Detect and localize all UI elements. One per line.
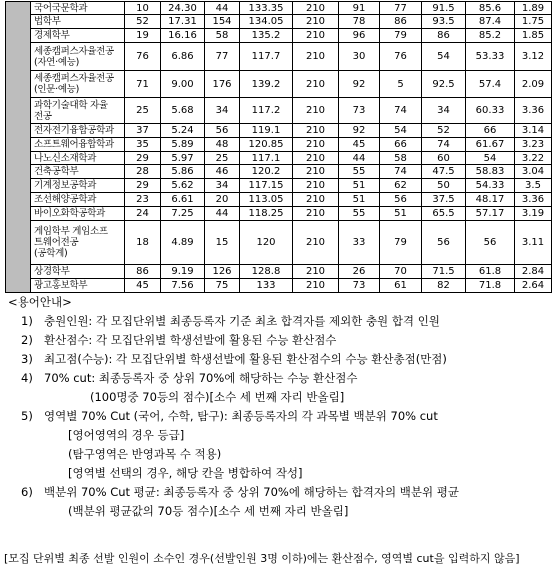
term-number: 3) [21, 352, 33, 366]
value-cell: 78 [339, 15, 380, 29]
value-cell: 9.00 [161, 71, 205, 98]
department-name-cell: 기계정보공학과 [31, 179, 125, 193]
value-cell: 53.33 [466, 43, 515, 71]
value-cell: 76 [380, 43, 422, 71]
table-body [6, 2, 552, 293]
table-row [6, 124, 552, 138]
term-item-2 [8, 331, 553, 350]
term-item-1 [8, 312, 553, 331]
value-cell: 134.05 [240, 15, 293, 29]
table-row [6, 71, 552, 98]
value-cell: 133.35 [240, 2, 293, 15]
department-name-cell: 나노신소재학과 [31, 152, 125, 165]
value-cell: 51 [380, 207, 422, 221]
term-number: 6) [21, 485, 33, 499]
value-cell: 29 [125, 152, 161, 165]
value-cell: 133 [240, 279, 293, 293]
value-cell: 85.2 [466, 29, 515, 43]
value-cell: 2.64 [515, 279, 552, 293]
value-cell: 87.4 [466, 15, 515, 29]
value-cell: 82 [422, 279, 466, 293]
value-cell: 7.56 [161, 279, 205, 293]
value-cell: 44 [339, 152, 380, 165]
term-number: 4) [21, 371, 33, 385]
value-cell: 3.12 [515, 43, 552, 71]
department-name-cell: 경제학부 [31, 29, 125, 43]
value-cell: 86 [422, 29, 466, 43]
admission-results-table [5, 1, 552, 293]
value-cell: 70 [380, 265, 422, 279]
term-item-6-detail: (백분위 평균값의 70등 점수)[소수 세 번째 자리 반올림] [68, 504, 349, 518]
value-cell: 56 [380, 193, 422, 207]
value-cell: 65.5 [422, 207, 466, 221]
table-row [6, 265, 552, 279]
table-row [6, 138, 552, 152]
value-cell: 210 [293, 152, 339, 165]
value-cell: 54 [380, 124, 422, 138]
table-row [6, 2, 552, 15]
value-cell: 26 [339, 265, 380, 279]
value-cell: 52 [125, 15, 161, 29]
value-cell: 44 [205, 2, 240, 15]
value-cell: 3.19 [515, 207, 552, 221]
value-cell: 117.2 [240, 98, 293, 124]
value-cell: 57.17 [466, 207, 515, 221]
value-cell: 20 [205, 193, 240, 207]
value-cell: 57.4 [466, 71, 515, 98]
value-cell: 29 [125, 179, 161, 193]
value-cell: 37 [125, 124, 161, 138]
value-cell: 210 [293, 221, 339, 265]
value-cell: 54.33 [466, 179, 515, 193]
value-cell: 25 [205, 152, 240, 165]
value-cell: 3.14 [515, 124, 552, 138]
value-cell: 74 [380, 165, 422, 179]
value-cell: 2.09 [515, 71, 552, 98]
value-cell: 1.85 [515, 29, 552, 43]
value-cell: 51 [339, 193, 380, 207]
term-item-3 [8, 350, 553, 369]
value-cell: 113.05 [240, 193, 293, 207]
value-cell: 4.89 [161, 221, 205, 265]
department-name-cell: 법학부 [31, 15, 125, 29]
department-name-cell: 국어국문학과 [31, 2, 125, 15]
value-cell: 74 [422, 138, 466, 152]
value-cell: 48 [205, 138, 240, 152]
department-name-cell: 세종캠퍼스자율전공 (자연·예능) [31, 43, 125, 71]
value-cell: 86 [125, 265, 161, 279]
terms-heading: <용어안내> [8, 295, 72, 309]
value-cell: 34 [422, 98, 466, 124]
value-cell: 71.8 [466, 279, 515, 293]
table-row [6, 207, 552, 221]
value-cell: 118.25 [240, 207, 293, 221]
table-row [6, 193, 552, 207]
value-cell: 92 [339, 124, 380, 138]
value-cell: 73 [339, 279, 380, 293]
value-cell: 58 [205, 29, 240, 43]
value-cell: 7.25 [161, 207, 205, 221]
value-cell: 10 [125, 2, 161, 15]
value-cell: 86 [380, 15, 422, 29]
value-cell: 77 [380, 2, 422, 15]
value-cell: 33 [339, 221, 380, 265]
value-cell: 3.04 [515, 165, 552, 179]
value-cell: 119.1 [240, 124, 293, 138]
value-cell: 51 [339, 179, 380, 193]
footer-note: [모집 단위별 최종 선발 인원이 소수인 경우(선발인원 3명 이하)에는 환산점수, 영역별 cut을 입력하지 않음] [4, 552, 520, 565]
value-cell: 66 [380, 138, 422, 152]
value-cell: 76 [125, 43, 161, 71]
value-cell: 117.7 [240, 43, 293, 71]
value-cell: 28 [125, 165, 161, 179]
value-cell: 5.89 [161, 138, 205, 152]
value-cell: 92 [339, 71, 380, 98]
value-cell: 48.17 [466, 193, 515, 207]
value-cell: 71 [125, 71, 161, 98]
value-cell: 60 [422, 152, 466, 165]
value-cell: 3.22 [515, 152, 552, 165]
value-cell: 5.68 [161, 98, 205, 124]
value-cell: 117.1 [240, 152, 293, 165]
value-cell: 54 [466, 152, 515, 165]
value-cell: 210 [293, 279, 339, 293]
department-name-cell: 바이오화학공학과 [31, 207, 125, 221]
value-cell: 25 [125, 98, 161, 124]
value-cell: 6.86 [161, 43, 205, 71]
term-number: 5) [21, 409, 33, 423]
value-cell: 66 [466, 124, 515, 138]
value-cell: 18 [125, 221, 161, 265]
value-cell: 62 [380, 179, 422, 193]
term-text: 환산점수: 각 모집단위별 학생선발에 활용된 수능 환산점수 [44, 333, 337, 347]
term-item-5-detail-2: (탐구영역은 반영과목 수 적용) [68, 447, 222, 461]
value-cell: 15 [205, 221, 240, 265]
term-item-5-detail-3: [영역별 선택의 경우, 해당 칸을 병합하여 작성] [68, 466, 303, 480]
value-cell: 56 [205, 124, 240, 138]
value-cell: 74 [380, 98, 422, 124]
value-cell: 9.19 [161, 265, 205, 279]
term-text: 영역별 70% Cut (국어, 수학, 탐구): 최종등록자의 각 과목별 백분위 70% cut [44, 409, 438, 423]
value-cell: 5.62 [161, 179, 205, 193]
value-cell: 61.8 [466, 265, 515, 279]
value-cell: 210 [293, 193, 339, 207]
value-cell: 75 [205, 279, 240, 293]
value-cell: 71.5 [422, 265, 466, 279]
value-cell: 73 [339, 98, 380, 124]
department-name-cell: 조선해양공학과 [31, 193, 125, 207]
value-cell: 2.84 [515, 265, 552, 279]
term-text: 70% cut: 최종등록자 중 상위 70%에 해당하는 수능 환산점수 [44, 371, 358, 385]
value-cell: 24.30 [161, 2, 205, 15]
table-row [6, 279, 552, 293]
value-cell: 210 [293, 29, 339, 43]
value-cell: 54 [422, 43, 466, 71]
department-name-cell: 세종캠퍼스자율전공 (인문·예능) [31, 71, 125, 98]
value-cell: 5.97 [161, 152, 205, 165]
value-cell: 58.83 [466, 165, 515, 179]
value-cell: 85.6 [466, 2, 515, 15]
value-cell: 17.31 [161, 15, 205, 29]
value-cell: 37.5 [422, 193, 466, 207]
table-row [6, 15, 552, 29]
term-text: 백분위 70% Cut 평균: 최종등록자 중 상위 70%에 해당하는 합격자의 백분위 평균 [44, 485, 459, 499]
value-cell: 35 [125, 138, 161, 152]
value-cell: 120 [240, 221, 293, 265]
value-cell: 16.16 [161, 29, 205, 43]
value-cell: 47.5 [422, 165, 466, 179]
value-cell: 210 [293, 98, 339, 124]
value-cell: 120.85 [240, 138, 293, 152]
value-cell: 5.86 [161, 165, 205, 179]
term-number: 1) [21, 314, 33, 328]
value-cell: 5.24 [161, 124, 205, 138]
department-name-cell: 게임학부 게임소프 트웨어전공 (공학계) [31, 221, 125, 265]
table-row [6, 29, 552, 43]
value-cell: 30 [339, 43, 380, 71]
value-cell: 154 [205, 15, 240, 29]
value-cell: 210 [293, 207, 339, 221]
value-cell: 93.5 [422, 15, 466, 29]
department-name-cell: 건축공학부 [31, 165, 125, 179]
value-cell: 210 [293, 43, 339, 71]
value-cell: 56 [422, 221, 466, 265]
table-row [6, 98, 552, 124]
value-cell: 24 [125, 207, 161, 221]
value-cell: 19 [125, 29, 161, 43]
term-item-5-detail-1: [영어영역의 경우 등급] [68, 428, 185, 442]
value-cell: 61 [380, 279, 422, 293]
term-item-4 [8, 369, 553, 388]
value-cell: 210 [293, 265, 339, 279]
term-item-6 [8, 483, 553, 502]
value-cell: 5 [380, 71, 422, 98]
value-cell: 91.5 [422, 2, 466, 15]
table-row [6, 152, 552, 165]
value-cell: 1.75 [515, 15, 552, 29]
value-cell: 46 [205, 165, 240, 179]
value-cell: 92.5 [422, 71, 466, 98]
department-name-cell: 상경학부 [31, 265, 125, 279]
term-text: 충원인원: 각 모집단위별 최종등록자 기준 최초 합격자를 제외한 충원 합격 인원 [44, 314, 440, 328]
table-row [6, 179, 552, 193]
table-row [6, 221, 552, 265]
table-row [6, 165, 552, 179]
value-cell: 77 [205, 43, 240, 71]
value-cell: 44 [205, 207, 240, 221]
term-text: 최고점(수능): 각 모집단위별 학생선발에 활용된 환산점수의 수능 환산총점(만점) [44, 352, 447, 366]
value-cell: 3.36 [515, 193, 552, 207]
value-cell: 210 [293, 179, 339, 193]
category-column [6, 2, 31, 293]
department-name-cell: 광고홍보학부 [31, 279, 125, 293]
value-cell: 60.33 [466, 98, 515, 124]
value-cell: 210 [293, 165, 339, 179]
value-cell: 61.67 [466, 138, 515, 152]
table-row [6, 43, 552, 71]
value-cell: 6.61 [161, 193, 205, 207]
value-cell: 55 [339, 207, 380, 221]
value-cell: 128.8 [240, 265, 293, 279]
value-cell: 23 [125, 193, 161, 207]
value-cell: 45 [125, 279, 161, 293]
value-cell: 126 [205, 265, 240, 279]
value-cell: 50 [422, 179, 466, 193]
value-cell: 117.15 [240, 179, 293, 193]
term-item-5 [8, 407, 553, 426]
value-cell: 52 [422, 124, 466, 138]
value-cell: 3.5 [515, 179, 552, 193]
value-cell: 210 [293, 15, 339, 29]
value-cell: 55 [339, 165, 380, 179]
value-cell: 1.89 [515, 2, 552, 15]
department-name-cell: 소프트웨어융합학과 [31, 138, 125, 152]
value-cell: 56 [466, 221, 515, 265]
terms-guide [8, 293, 553, 521]
value-cell: 34 [205, 98, 240, 124]
value-cell: 79 [380, 29, 422, 43]
term-number: 2) [21, 333, 33, 347]
department-name-cell: 과학기술대학 자율 전공 [31, 98, 125, 124]
value-cell: 139.2 [240, 71, 293, 98]
value-cell: 210 [293, 124, 339, 138]
value-cell: 176 [205, 71, 240, 98]
value-cell: 120.2 [240, 165, 293, 179]
value-cell: 135.2 [240, 29, 293, 43]
value-cell: 34 [205, 179, 240, 193]
value-cell: 96 [339, 29, 380, 43]
value-cell: 210 [293, 2, 339, 15]
value-cell: 79 [380, 221, 422, 265]
value-cell: 3.11 [515, 221, 552, 265]
value-cell: 58 [380, 152, 422, 165]
value-cell: 91 [339, 2, 380, 15]
value-cell: 45 [339, 138, 380, 152]
term-item-4-detail: (100명중 70등의 점수)[소수 세 번째 자리 반올림] [90, 390, 345, 404]
value-cell: 3.36 [515, 98, 552, 124]
value-cell: 3.23 [515, 138, 552, 152]
value-cell: 210 [293, 71, 339, 98]
value-cell: 210 [293, 138, 339, 152]
department-name-cell: 전자전기융합공학과 [31, 124, 125, 138]
